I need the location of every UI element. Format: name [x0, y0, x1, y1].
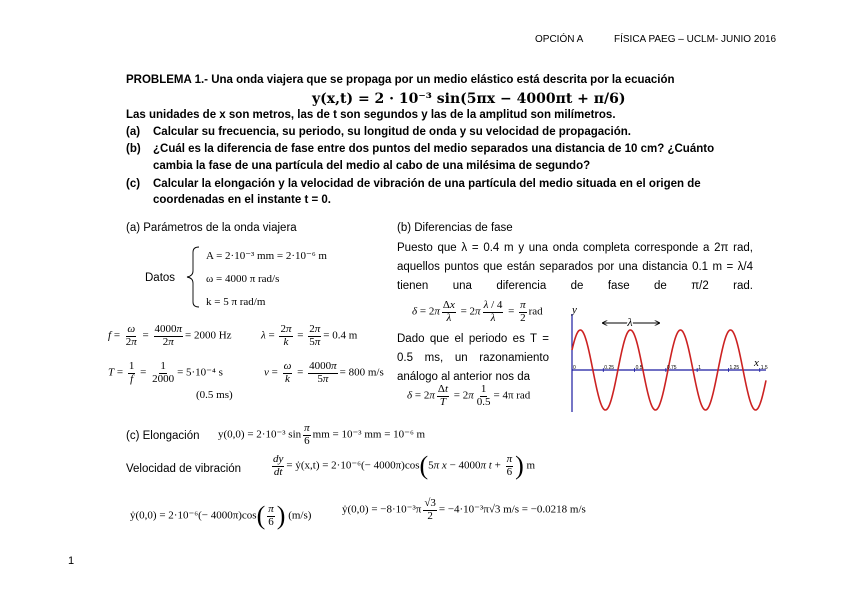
item-a-text: Calcular su frecuencia, su periodo, su longitud de onda y su velocidad de propagación.: [153, 126, 631, 138]
item-b-text-line1: ¿Cuál es la diferencia de fase entre dos puntos del medio separados una distancia de 10 cm? ¿Cuánto: [153, 143, 715, 155]
vel0-left: ẏ(0,0) = 2·10⁻⁶(− 4000π)cos: [130, 509, 257, 522]
graph-tick-label: 1: [698, 365, 701, 371]
datos-omega: ω = 4000 π rad/s: [206, 273, 280, 285]
phase-diff-distance-formula: δ = 2π $\frac{\Delta x}{\lambda}$ = 2π $\frac{\lambda / 4}{\lambda}$ = $\frac{\pi}{2}$ rad: [412, 299, 543, 324]
period-formula: T = $\frac{1}{f}$ = $\frac{1}{2000}$ = 5·10⁻⁴ s: [108, 360, 223, 385]
datos-label: Datos: [145, 272, 176, 284]
vel0-right-a: ẏ(0,0) = −8·10⁻³π: [342, 503, 422, 516]
vel0-right-b: = −4·10⁻³π√3 m/s = −0.0218 m/s: [438, 503, 586, 516]
elongacion-formula: y(0,0) = 2·10⁻³ sin $\frac{\pi}{6}$ mm = 10⁻³ mm = 10⁻⁶ m: [218, 422, 426, 447]
velocity-result: = 800 m/s: [339, 366, 384, 379]
datos-k: k = 5 π rad/m: [206, 296, 266, 308]
velocidad-formula: $\frac{dy}{dt}$ = ẏ(x,t) = 2·10⁻⁶(− 4000π)cos(5π x − 4000π t + $\frac{\pi}{6}$ ) m: [273, 451, 536, 480]
graph-x-label: x: [754, 357, 759, 369]
wave-equation: y(x,t) = 2 · 10⁻³ sin(5πx − 4000πt + π/6): [312, 91, 626, 107]
part-a-heading: (a) Parámetros de la onda viajera: [126, 222, 297, 234]
elongacion-label: (c) Elongación: [126, 430, 200, 442]
problem-title: PROBLEMA 1.- Una onda viajera que se propaga por un medio elástico está descrita por la ecuación: [126, 74, 675, 86]
period-result: = 5·10⁻⁴ s: [177, 366, 223, 379]
part-b-heading: (b) Diferencias de fase: [397, 222, 513, 234]
header-option: OPCIÓN A: [535, 34, 584, 45]
item-c-text-line1: Calcular la elongación y la velocidad de vibración de una partícula del medio situada en el origen de: [153, 178, 701, 190]
lambda-label: λ: [627, 315, 633, 329]
problem-units: Las unidades de x son metros, las de t son segundos y las de la amplitud son milímetros.: [126, 109, 616, 121]
graph-tick-label: 0.25: [604, 365, 615, 371]
graph-tick-label: 1.25: [729, 365, 740, 371]
phase-diff-distance-unit: rad: [528, 305, 543, 318]
item-b-label: (b): [126, 143, 141, 155]
item-b-text-line2: cambia la fase de una partícula del medio al cabo de una milésima de segundo?: [153, 160, 591, 172]
page-number: 1: [68, 555, 75, 567]
item-c-label: (c): [126, 178, 141, 190]
graph-tick-label: 0.5: [635, 365, 643, 371]
velocity-formula: v = $\frac{\omega}{k}$ = $\frac{4000\pi}{5\pi}$ = 800 m/s: [264, 360, 384, 385]
velocity-origin-formula: ẏ(0,0) = 2·10⁻⁶(− 4000π)cos( $\frac{\pi}{6}$ ) (m/s): [130, 501, 312, 530]
graph-tick-label: 0.75: [666, 365, 677, 371]
elongacion-eq-a: y(0,0) = 2·10⁻³ sin: [218, 428, 302, 441]
part-b-paragraph-1: Puesto que λ = 0.4 m y una onda completa corresponde a 2π rad, aquellos puntos que están separados por una distancia 0.1 m = λ/4 tienen una diferencia de fase de π/2 rad.: [397, 242, 753, 292]
period-ms: (0.5 ms): [196, 389, 233, 401]
datos-amplitude: A = 2·10⁻³ mm = 2·10⁻⁶ m: [206, 250, 327, 262]
velocidad-label: Velocidad de vibración: [126, 463, 242, 475]
velocity-origin-result: ẏ(0,0) = −8·10⁻³π $\frac{√3}{2}$ = −4·10⁻³π√3 m/s = −0.0218 m/s: [342, 497, 586, 522]
wavelength-formula: λ = $\frac{2\pi}{k}$ = $\frac{2\pi}{5\pi}$ = 0.4 m: [261, 323, 358, 348]
graph-y-label: y: [572, 304, 577, 316]
item-c-text-line2: coordenadas en el instante t = 0.: [153, 194, 331, 206]
frequency-formula: f = $\frac{\omega}{2\pi}$ = $\frac{4000\pi}{2\pi}$ = 2000 Hz: [108, 323, 232, 348]
wave-graph: [568, 304, 768, 416]
elongacion-eq-b: mm = 10⁻³ mm = 10⁻⁶ m: [312, 428, 426, 441]
item-a-label: (a): [126, 126, 141, 138]
frequency-result: = 2000 Hz: [185, 329, 232, 342]
velocidad-eq: = ẏ(x,t) = 2·10⁻⁶(− 4000π)cos: [286, 459, 420, 472]
datos-brace: [185, 246, 201, 308]
header-exam: FÍSICA PAEG – UCLM- JUNIO 2016: [614, 34, 777, 45]
graph-tick-label: 1.5: [760, 365, 768, 371]
phase-diff-time-formula: δ = 2π $\frac{\Delta t}{T}$ = 2π $\frac{1}{0.5}$ = 4π rad: [407, 383, 531, 408]
phase-diff-time-result: = 4π rad: [493, 389, 531, 402]
part-b-paragraph-2: Dado que el periodo es T = 0.5 ms, un razonamiento análogo al anterior nos da: [397, 333, 549, 383]
wavelength-result: = 0.4 m: [323, 329, 358, 342]
graph-tick-label: 0: [573, 365, 576, 371]
vel0-unit: (m/s): [288, 509, 312, 522]
